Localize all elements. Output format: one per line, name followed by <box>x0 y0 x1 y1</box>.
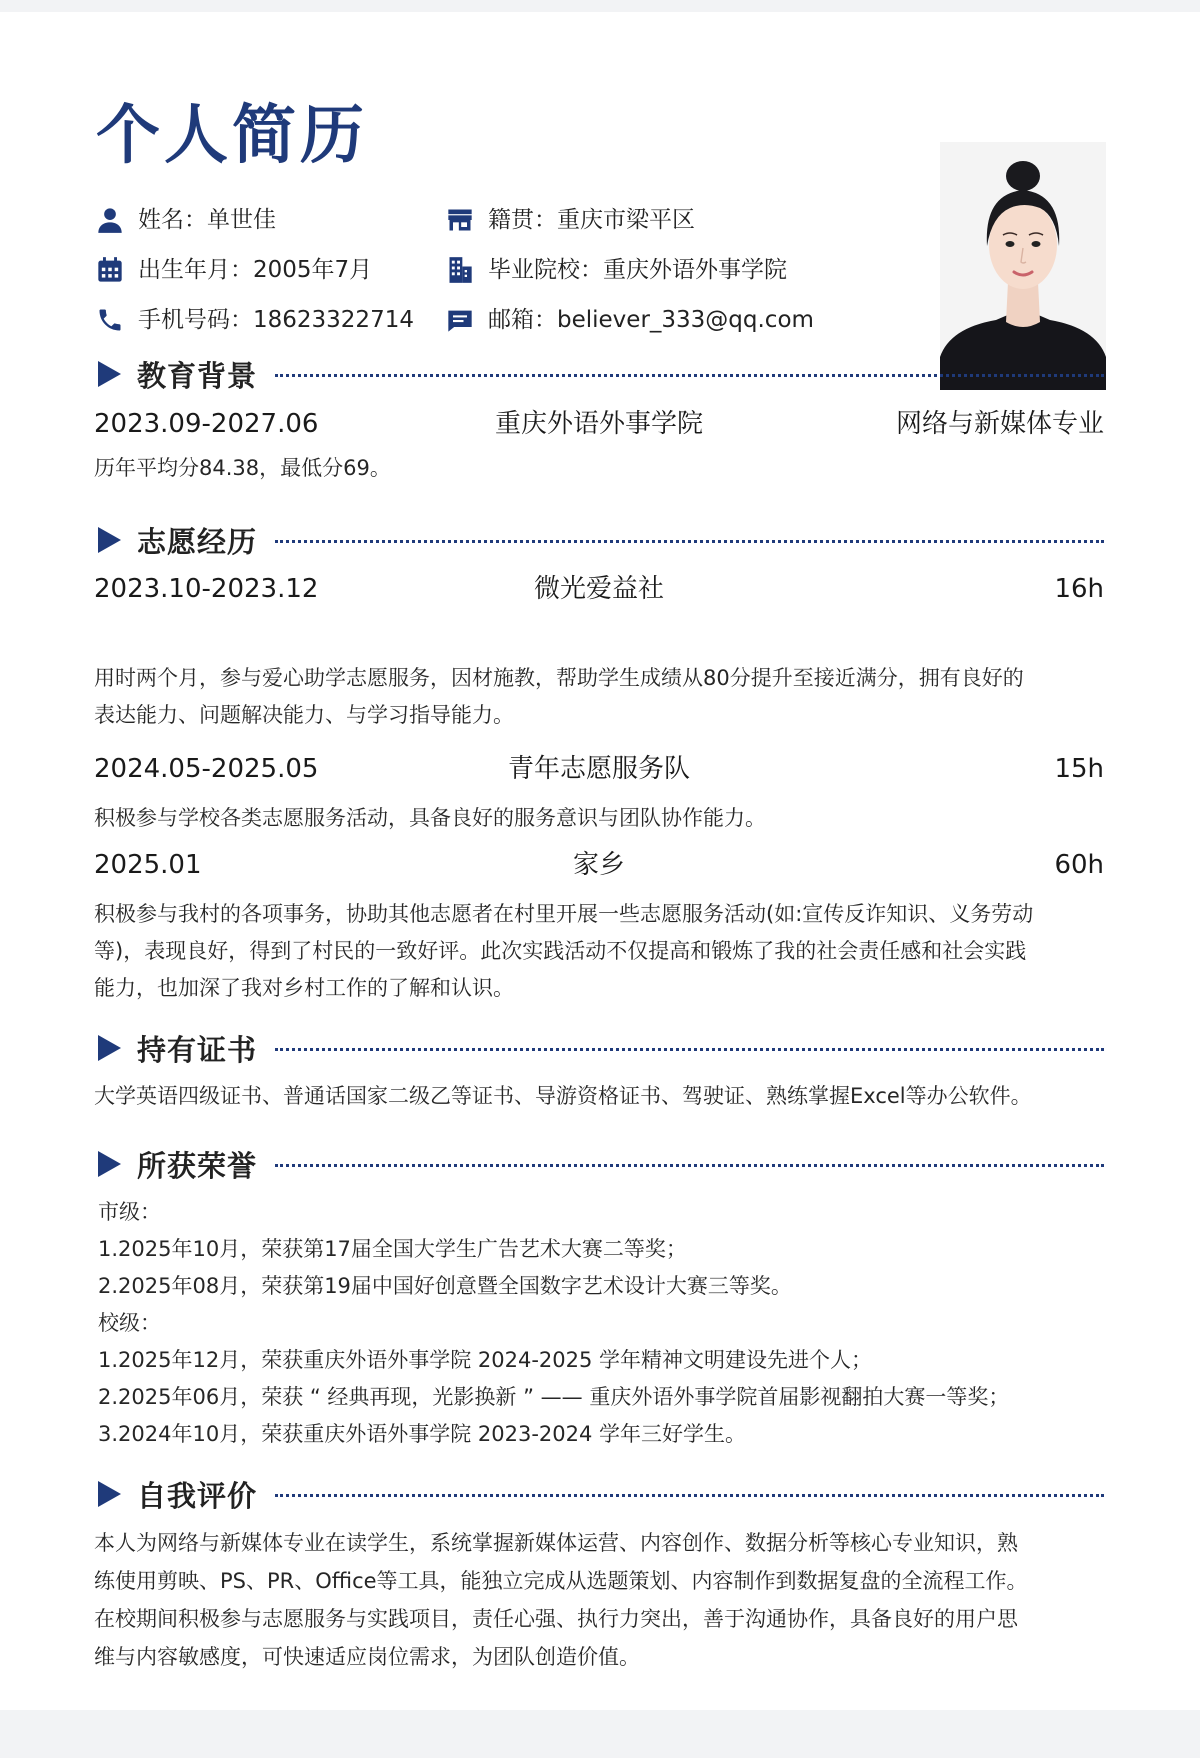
info-phone-text: 手机号码：18623322714 <box>138 306 414 333</box>
volunteer-period: 2025.01 <box>94 850 202 880</box>
section-divider <box>275 540 1104 543</box>
self-eval-line: 练使用剪映、PS、PR、Office等工具，能独立完成从选题策划、内容制作到数据复盘的全流程工作。 <box>94 1569 1028 1593</box>
info-birth-text: 出生年月：2005年7月 <box>138 256 373 283</box>
info-name <box>96 206 276 234</box>
page-title: 个人简历 <box>96 99 368 173</box>
storefront-icon <box>446 206 474 234</box>
message-icon <box>446 306 474 334</box>
honors-line: 2.2025年06月，荣获 “ 经典再现，光影换新 ” —— 重庆外语外事学院首届影视翻拍大赛一等奖； <box>98 1385 1010 1409</box>
honors-line: 2.2025年08月，荣获第19届中国好创意暨全国数字艺术设计大赛三等奖。 <box>98 1274 792 1298</box>
certificates-text <box>94 1078 1106 1115</box>
volunteer-detail-line: 等)，表现良好，得到了村民的一致好评。此次实践活动不仅提高和锻炼了我的社会责任感和社会实践 <box>94 939 1027 963</box>
section-marker-icon <box>98 1481 121 1507</box>
honors-line: 市级： <box>98 1200 161 1224</box>
section-title: 持有证书 <box>137 1032 258 1067</box>
honors-list <box>98 1194 1110 1453</box>
section-marker-icon <box>98 527 121 553</box>
section-divider <box>275 1164 1104 1167</box>
education-period: 2023.09-2027.06 <box>94 409 319 439</box>
self-eval-text <box>94 1524 1106 1676</box>
section-certificates <box>98 1028 1104 1068</box>
section-title: 自我评价 <box>137 1478 258 1513</box>
section-title: 志愿经历 <box>137 524 258 559</box>
section-volunteer <box>98 520 1104 560</box>
section-education <box>98 354 1104 394</box>
calendar-icon <box>96 256 124 284</box>
section-divider <box>275 1494 1104 1497</box>
resume-page <box>0 12 1200 1710</box>
honors-line: 3.2024年10月，荣获重庆外语外事学院 2023-2024 学年三好学生。 <box>98 1422 747 1446</box>
volunteer-detail-line: 积极参与我村的各项事务，协助其他志愿者在村里开展一些志愿服务活动(如:宣传反诈知识、义务劳动 <box>94 902 1034 926</box>
certificates-line: 大学英语四级证书、普通话国家二级乙等证书、导游资格证书、驾驶证、熟练掌握Excel等办公软件。 <box>94 1084 1032 1108</box>
person-icon <box>96 206 124 234</box>
section-title: 所获荣誉 <box>137 1148 258 1183</box>
education-school: 重庆外语外事学院 <box>494 409 703 439</box>
self-eval-line: 维与内容敏感度，可快速适应岗位需求，为团队创造价值。 <box>94 1645 640 1669</box>
volunteer-detail-line: 积极参与学校各类志愿服务活动，具备良好的服务意识与团队协作能力。 <box>94 806 766 830</box>
self-eval-line: 本人为网络与新媒体专业在读学生，系统掌握新媒体运营、内容创作、数据分析等核心专业知识，熟 <box>94 1531 1018 1555</box>
info-birth <box>96 256 372 284</box>
volunteer-row <box>94 848 1104 882</box>
info-email-text: 邮箱：believer_333@qq.com <box>488 306 814 333</box>
volunteer-hours: 60h <box>1054 850 1104 880</box>
profile-photo <box>940 142 1106 390</box>
info-email <box>446 306 814 334</box>
section-marker-icon <box>98 361 121 387</box>
section-self-eval <box>98 1474 1104 1514</box>
volunteer-detail-line: 用时两个月，参与爱心助学志愿服务，因材施教，帮助学生成绩从80分提升至接近满分，拥有良好的 <box>94 666 1024 690</box>
volunteer-period: 2024.05-2025.05 <box>94 754 319 784</box>
volunteer-row <box>94 752 1104 786</box>
section-divider <box>275 374 1104 377</box>
phone-icon <box>96 306 124 334</box>
education-major: 网络与新媒体专业 <box>895 409 1104 439</box>
honors-line: 1.2025年12月，荣获重庆外语外事学院 2024-2025 学年精神文明建设先进个人； <box>98 1348 873 1372</box>
self-eval-line: 在校期间积极参与志愿服务与实践项目，责任心强、执行力突出，善于沟通协作，具备良好的用户思 <box>94 1607 1018 1631</box>
education-row <box>94 407 1104 441</box>
section-honors <box>98 1144 1104 1184</box>
section-divider <box>275 1048 1104 1051</box>
volunteer-hours: 15h <box>1054 754 1104 784</box>
section-marker-icon <box>98 1035 121 1061</box>
volunteer-detail-line: 表达能力、问题解决能力、与学习指导能力。 <box>94 703 514 727</box>
info-hometown-text: 籍贯：重庆市梁平区 <box>488 206 695 233</box>
volunteer-row <box>94 572 1104 606</box>
volunteer-period: 2023.10-2023.12 <box>94 574 319 604</box>
volunteer-detail <box>94 800 1106 837</box>
section-title: 教育背景 <box>137 358 258 393</box>
volunteer-org: 青年志愿服务队 <box>507 754 690 784</box>
info-school-text: 毕业院校：重庆外语外事学院 <box>488 256 787 283</box>
volunteer-org: 家乡 <box>572 850 625 880</box>
honors-line: 校级： <box>98 1311 161 1335</box>
education-detail-line: 历年平均分84.38，最低分69。 <box>94 456 391 480</box>
info-hometown <box>446 206 695 234</box>
volunteer-hours: 16h <box>1054 574 1104 604</box>
education-detail <box>94 450 1106 487</box>
honors-line: 1.2025年10月，荣获第17届全国大学生广告艺术大赛二等奖； <box>98 1237 687 1261</box>
volunteer-detail-line: 能力，也加深了我对乡村工作的了解和认识。 <box>94 976 514 1000</box>
volunteer-org: 微光爱益社 <box>533 574 664 604</box>
building-icon <box>446 256 474 284</box>
section-marker-icon <box>98 1151 121 1177</box>
info-phone <box>96 306 414 334</box>
volunteer-detail <box>94 660 1106 734</box>
info-school <box>446 256 787 284</box>
info-name-text: 姓名：单世佳 <box>138 206 276 233</box>
volunteer-detail <box>94 896 1106 1007</box>
